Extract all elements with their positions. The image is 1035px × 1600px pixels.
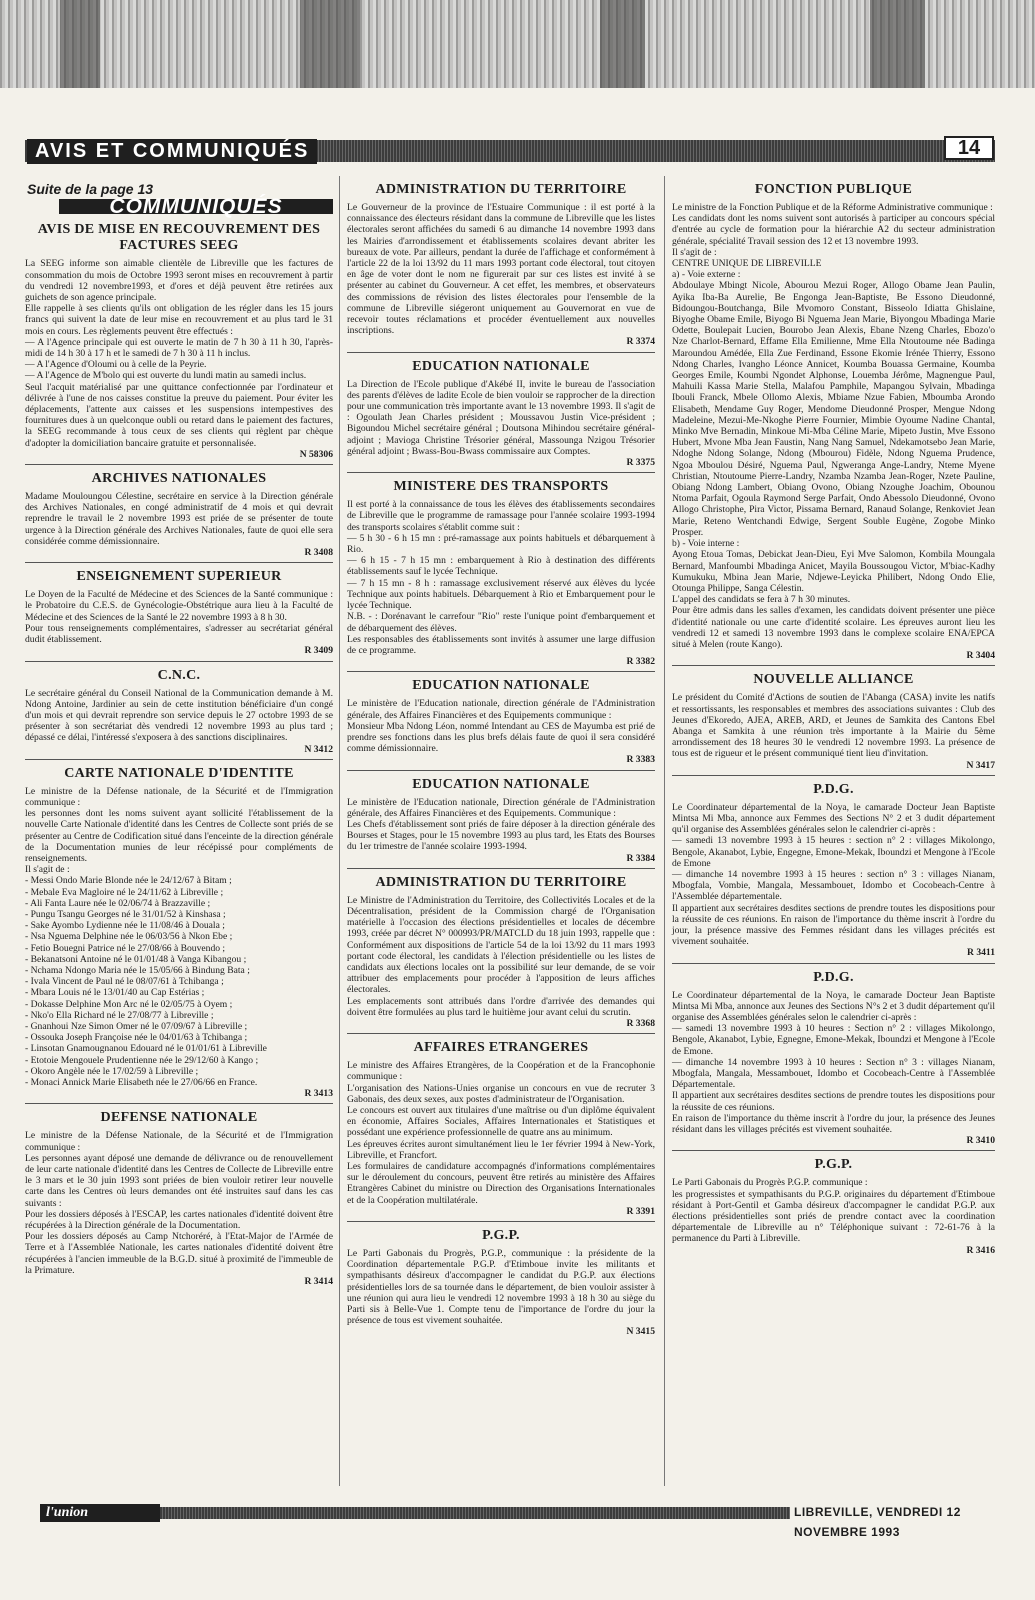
column-divider — [339, 176, 340, 1486]
reference-number: N 3417 — [966, 759, 995, 771]
reference-number: N 3415 — [626, 1326, 655, 1338]
article-title: CARTE NATIONALE D'IDENTITE — [64, 765, 294, 781]
article-title: DEFENSE NATIONALE — [100, 1110, 258, 1126]
article-divider — [672, 775, 995, 776]
list-item: - Mbara Louis né le 13/01/40 au Cap Estérias ; — [25, 987, 205, 999]
article-divider — [25, 759, 333, 760]
paragraph: Le Coordinateur départemental de la Noya, le camarade Docteur Jean Baptiste Mintsa Mi Mba, annonce aux Femmes des Sections N° 2 et 3 dudit département qu'il organise des Assemblées générales selon le calendrier ci-après : — [672, 801, 995, 836]
article-divider — [25, 661, 333, 662]
column-divider — [664, 176, 665, 1486]
article-title: ADMINISTRATION DU TERRITOIRE — [375, 182, 627, 197]
article-title: C.N.C. — [157, 667, 201, 683]
paragraph: Les formulaires de candidature accompagnés d'informations complémentaires sur le déroulement du concours, peuvent être retirés au ministère des Affaires Etrangères Cabinet du ministre ou Direction des Organisations Internationales et de la Coopération multilatérale. — [347, 1161, 655, 1206]
reference-number: R 3413 — [304, 1088, 333, 1100]
article-title: EDUCATION NATIONALE — [412, 776, 590, 792]
reference-number: R 3411 — [967, 947, 995, 959]
article-archives — [25, 471, 333, 558]
paragraph: Le Gouverneur de la province de l'Estuaire Communique : il est porté à la connaissance des électeurs résidant dans la commune de Libreville que les listes électorales seront affichées du samedi 6 au dimanche 14 novembre 1993 dans les Mairies d'arrondissement et établissements scolaires devant abriter les bureaux de vote. Par ailleurs, pendant la durée de l'affichage et conformément à l'article 22 de la loi 13/92 du 11 mars 1993 portant code électoral, tout citoyen en âge de voter dont le nom ne figurerait par sur ces listes est invité à se présenter au cabinet du Gouverneur. A cet effet, les membres, et observateurs des commissions de révision des listes électorales pour l'ensemble de la commune de Libreville siégeront uniquement au Gouvernorat en vue de recevoir toutes réclamations et procéder éventuellement aux nouvelles inscriptions. — [347, 202, 655, 337]
article-divider — [672, 1150, 995, 1151]
article-divider — [347, 868, 655, 869]
paragraph: Les Chefs d'établissement sont priés de faire déposer à la direction générale des Bourses et Stages, pour le 15 novembre 1993 au plus tard, les Etats des Bourses du 1er trimestre de l'année scolaire 1993-1994. — [347, 818, 655, 853]
paragraph: Le ministre de la Défense Nationale, de la Sécurité et de l'Immigration communique : — [25, 1130, 333, 1153]
article-title: AFFAIRES ETRANGERES — [413, 1040, 589, 1056]
article-title: P.D.G. — [813, 781, 854, 797]
paragraph: Pour être admis dans les salles d'examen, les candidats doivent présenter une pièce d'identité nationale ou une carte d'identité scolaire. Les épreuves auront lieu les vendredi 12 et samedi 13 novembre 1993 dans le complexe scolaire ENA/EPCA situé à Melen (route Kango). — [672, 605, 995, 650]
paragraph: — dimanche 14 novembre 1993 à 15 heures : section n° 3 : villages Nianam, Mbogfala, Vombie, Mangala, Messambouet, Idombo et Cocobeach-Centre à l'Assemblée départementale. — [672, 868, 995, 903]
column-1 — [25, 176, 333, 1290]
reference-number: N 58306 — [299, 448, 333, 460]
page-number: 14 — [944, 136, 994, 160]
paragraph: Le concours est ouvert aux titulaires d'une maîtrise ou d'un diplôme équivalent en économie, Affaires Sociales, Affaires Internationales et Statistiques et possédant une expérience professionnelle de quatre ans au minimum. — [347, 1105, 655, 1139]
article-affaires-etrangeres — [347, 1040, 655, 1217]
reference-number: R 3383 — [626, 754, 655, 766]
paragraph: La Direction de l'Ecole publique d'Akébé II, invite le bureau de l'association des parents d'élèves de ladite Ecole de bien vouloir se rapprocher de la direction pour une communication très importante avant le 13 novembre 1993. Il s'agit de : Ogoulath Jean Charles président ; Moussavou Justin Vice-président ; Bigoundou Michel secrétaire général ; Doutsona Mihindou secrétaire général-adjoint ; Mavioga Christine Trésorier général, Massounga Nzigou Trésorier général adjoint ; Bwass-Bou-Bwass commissaire aux Comptes. — [347, 378, 655, 457]
list-item: - Ossouka Joseph Françoise née le 04/01/63 à Tchibanga ; — [25, 1032, 248, 1044]
paragraph: Le Coordinateur départemental de la Noya, le camarade Docteur Jean Baptiste Mintsa Mi Mba, annonce aux Jeunes des Sections N°s 2 et 3 dudit département qu'il organise des Assemblées générales selon le calendrier ci-après : — [672, 989, 995, 1023]
paragraph: Les candidats dont les noms suivent sont autorisés à participer au concours spécial d'entrée au cycle de formation pour la hiérarchie A2 du secteur administration générale, spécialité Travail session des 12 et 13 novembre 1993. — [672, 213, 995, 247]
article-title: NOUVELLE ALLIANCE — [753, 672, 914, 688]
article-title: ADMINISTRATION DU TERRITOIRE — [375, 874, 627, 890]
paragraph: b) - Voie interne : — [672, 538, 740, 550]
article-divider — [347, 352, 655, 353]
article-divider — [672, 665, 995, 666]
paragraph: CENTRE UNIQUE DE LIBREVILLE — [672, 258, 822, 270]
article-pdg-femmes — [672, 782, 995, 959]
list-item: - Okoro Angèle née le 17/02/59 à Libreville ; — [25, 1065, 199, 1077]
reference-number: R 3384 — [626, 852, 655, 864]
paragraph: La SEEG informe son aimable clientèle de Libreville que les factures de consommation du mois de Octobre 1993 seront mises en recouvrement à partir du vendredi 12 novembre1993, et d'ores et déjà peuvent être retirées aux guichets de son agence principale. — [25, 258, 333, 304]
article-education-nationale — [347, 678, 655, 765]
article-defense-nationale — [25, 1110, 333, 1287]
paragraph: Ayong Etoua Tomas, Debickat Jean-Dieu, Eyi Mve Salomon, Kombila Moungala Bernard, Manfoumbi Mbadinga Anicet, Mayila Boussougou Victor, M'biac-Kadhy Kumukuku, Mbina Jean Marie, Ndjewe-Leyicka Philibert, Ndong Ondo Elie, Otounga Philippe, Sanga Célestin. — [672, 549, 995, 594]
paragraph: les personnes dont les noms suivent ayant sollicité l'établissement de la nouvelle Carte Nationale d'identité dans les Centres de Collecte sont priés de se présenter au Centre de Codification situé dans l'enceinte de la direction générale de la Documentation munies de leur récépissé pour compléments de renseignements. — [25, 808, 333, 864]
article-title: ENSEIGNEMENT SUPERIEUR — [76, 569, 282, 585]
paragraph: — 7 h 15 mn - 8 h : ramassage exclusivement réservé aux élèves du lycée Technique aux points habituels. Débarquement à Rio et Embarquement pour le lycée Technique. — [347, 577, 655, 612]
article-nouvelle-alliance — [672, 672, 995, 770]
paragraph: — A l'Agence de M'bolo qui est ouverte du lundi matin au samedi inclus. — [25, 370, 307, 382]
article-divider — [347, 472, 655, 473]
newspaper-logo: l'union — [40, 1504, 160, 1522]
article-title: EDUCATION NATIONALE — [412, 678, 590, 694]
article-carte-identite — [25, 766, 333, 1100]
paragraph: Le ministre de la Défense nationale, de la Sécurité et de l'Immigration communique : — [25, 785, 333, 808]
reference-number: N 3412 — [304, 743, 333, 755]
paragraph: L'appel des candidats se fera à 7 h 30 minutes. — [672, 594, 851, 606]
paragraph: En raison de l'importance du thème inscrit à l'ordre du jour, la présence des Jeunes résidant dans les villages précités est vivement souhaitée. — [672, 1112, 995, 1136]
article-education-nationale — [347, 359, 655, 469]
paragraph: Le secrétaire général du Conseil National de la Communication demande à M. Ndong Antoine, Jardinier au sein de cette institution bénéficiaire d'un congé d'un mois et qui devrait reprendre son service depuis le 27 octobre 1993 de se présenter à son secrétariat dès vendredi 12 novembre 1993 au plus tard ; dépassé ce délai, l'intéressé s'exposera à des sanctions disciplinaires. — [25, 687, 333, 744]
reference-number: R 3382 — [626, 656, 655, 668]
article-divider — [347, 671, 655, 672]
paragraph: — 6 h 15 - 7 h 15 mn : embarquement à Rio à destination des différents établissements sauf le lycée Technique. — [347, 555, 655, 578]
article-seeg — [25, 222, 333, 460]
paragraph: Pour tous renseignements complémentaires, s'adresser au secrétariat général dudit établissement. — [25, 622, 333, 646]
paragraph: Madame Mouloungou Célestine, secrétaire en service à la Direction générale des Archives Nationales, en congé administratif de 4 mois et qui devrait reprendre le travail le 2 novembre 1993 est priée de se présenter de toute urgence à la Direction générale des Archives Nationales, faute de quoi elle sera considérée comme démissionnaire. — [25, 491, 333, 547]
paragraph: N.B. - : Dorénavant le carrefour "Rio" reste l'unique point d'embarquement et de débarquement des élèves. — [347, 611, 655, 634]
paragraph: Monsieur Mba Ndong Léon, nommé Intendant au CES de Mayumba est prié de prendre ses fonctions dans les plus brefs délais faute de quoi il sera considéré comme démissionnaire. — [347, 720, 655, 755]
paragraph: Pour les dossiers déposés au Camp Ntchoréré, à l'Etat-Major de l'Armée de Terre et à l'Assemblée Nationale, les cartes nationales d'identité doivent être récupérées à l'ancien immeuble de la B.G.D. situé à proximité de l'immeuble de la Primature. — [25, 1231, 333, 1276]
article-administration-territoire — [347, 182, 655, 348]
list-item: - Nko'o Ella Richard né le 27/08/77 à Libreville ; — [25, 1009, 214, 1021]
list-item: - Linsotan Gnamougnanou Edouard né le 01/01/61 à Libreville — [25, 1043, 267, 1055]
dateline: LIBREVILLE, VENDREDI 12 NOVEMBRE 1993 — [790, 1502, 1035, 1522]
continued-label: Suite de la page 13 — [27, 181, 154, 197]
paragraph: Le Parti Gabonais du Progrès P.G.P. communique : — [672, 1177, 868, 1189]
list-item: - Dokasse Delphine Mon Arc né le 02/05/75 à Oyem ; — [25, 998, 233, 1010]
article-title: FONCTION PUBLIQUE — [754, 182, 913, 197]
list-item: - Etotoie Mengouele Prudentienne née le 29/12/60 à Kango ; — [25, 1054, 259, 1066]
list-item: - Ivala Vincent de Paul né le 08/07/61 à Tchibanga ; — [25, 976, 224, 988]
paragraph: Le ministre des Affaires Etrangères, de la Coopération et de la Francophonie communique : — [347, 1060, 655, 1083]
article-education-nationale — [347, 777, 655, 864]
reference-number: R 3374 — [626, 336, 655, 348]
reference-number: R 3368 — [626, 1017, 655, 1029]
article-divider — [347, 1033, 655, 1034]
section-title: AVIS ET COMMUNIQUÉS — [27, 139, 317, 164]
article-pdg-jeunes — [672, 970, 995, 1147]
list-item: - Sake Ayombo Lydienne née le 11/08/46 à Douala ; — [25, 920, 225, 932]
paragraph: Les emplacements sont attribués dans l'ordre d'arrivée des demandes qui doivent être formulées au plus tard le huitième jour avant celui du scrutin. — [347, 995, 655, 1018]
reference-number: R 3408 — [304, 547, 333, 559]
paragraph: — A l'Agence d'Oloumi ou à celle de la Peyrie. — [25, 359, 207, 371]
scan-top-margin — [0, 0, 1035, 92]
paragraph: Le ministère de l'Education nationale, Direction générale de l'Administration générale, des Affaires Financières et des Equipements. Communique : — [347, 796, 655, 819]
article-divider — [672, 963, 995, 964]
article-divider — [347, 770, 655, 771]
list-item: - Bekanatsoni Antoine né le 01/01/48 à Vanga Kibangou ; — [25, 953, 247, 965]
reference-number: R 3414 — [304, 1276, 333, 1288]
paragraph: Il s'agit de : — [672, 246, 717, 258]
list-item: - Ali Fanta Laure née le 02/06/74 à Brazzaville ; — [25, 897, 211, 909]
list-item: - Gnanhoui Nze Simon Omer né le 07/09/67 à Libreville ; — [25, 1020, 248, 1032]
article-divider — [25, 562, 333, 563]
paragraph: Les personnes ayant déposé une demande de délivrance ou de renouvellement de leur carte nationale d'identité dans les Centres de Collecte de Libreville entre le 3 mars et le 30 juin 1993 sont priées de bien vouloir retirer leur nouvelle carte dans les Centres où leurs demandes ont été instruites sauf dans les cas suivants : — [25, 1152, 333, 1209]
column-2 — [347, 176, 655, 1341]
article-pgp — [347, 1228, 655, 1338]
paragraph: a) - Voie externe : — [672, 269, 741, 281]
name-list — [25, 875, 333, 1088]
reference-number: R 3391 — [626, 1205, 655, 1217]
paragraph: Il est porté à la connaissance de tous les élèves des établissements secondaires de Libreville que le programme de ramassage pour l'année scolaire 1993-1994 des transports scolaires s'établit comme suit : — [347, 499, 655, 533]
article-divider — [25, 1103, 333, 1104]
article-cnc — [25, 668, 333, 755]
communiques-banner: COMMUNIQUÉS — [59, 199, 333, 214]
paragraph: Elle rappelle à ses clients qu'ils ont obligation de les régler dans les 15 jours francs qui suivent la date de leur mise en recouvrement et au plus tard le 31 mois en cours. Les règlements peuvent être effectués : — [25, 303, 333, 337]
paragraph: — A l'Agence principale qui est ouverte le matin de 7 h 30 à 11 h 30, l'après-midi de 14 h 30 à 17 h et le samedi de 7 h 30 à 11 h inclus. — [25, 336, 333, 360]
paragraph: Abdoulaye Mbingt Nicole, Abourou Mezui Roger, Allogo Obame Jean Paulin, Ayika Iba-Ba Aurelie, Be Engonga Jean-Baptiste, Be Essono Dieudonné, Bidoungou-Boutchanga, Bile Mvomoro Constant, Bisseolo Idiatta Ghislaine, Biyoghe Obame Emile, Biyogo Bi Nguema Jean Marie, Biyongou Mbadinga Marie Odette, Boulepait Lucien, Bourobo Jean Alexis, Ebane Nzeng Charles, Ebozo'o Nze Charlot-Bernard, Effame Ella Emilienne, Mme Ella Ntoutoume née Badinga Maroundou Amédée, Ella Zue Ferdinand, Essone Ekomie Irénée Thierry, Essono Ndong Charles, Ivangho Léonce Annicet, Koumba Bouassa Germaine, Koumba Georges Emile, Koumbi Ngondet Alphonse, Louemba Jérôme, Magnengue Paul, Mahuili Kassa Marie Stella, Malafou Pamphile, Mapangou Sylvain, Mbadinga Ibouli Franck, Mbele Ollomo Alexis, Mbiame Nzue Fabien, Mboumba Arondo Elisabeth, Mendame Guy Roger, Mendome Dieudonné Prosper, Mengue Ndong Madeleine, Mezui-Me-Nkoghe Pierre Fournier, Mimbie Oyoume Nadine Chantal, Minko Mve Bernadin, Minkoue Mi-Mba Céline Marie, Mipeto Justin, Mve Essono Hubert, Mvone Mba Jean Faustin, Nang Nang Samuel, Ndekamotsebo Jean Marie, Ndoghe Ndong Solange, Ndong (Mbourou) Fidèle, Ndong Nguema Prudence, Ngoa Mboulou Désiré, Nguema Paul, Ngweranga Ange-Landry, Nteme Myene Christian, Ntoutoume Pierre-Landry, Nzamba Nzamba Jean-Roger, Nzete Pauline, Obiang Ndong Lambert, Obiang Ovono, Obiang Nzoughe Joachim, Obounou Ntoma Parfait, Ogoula Raymond Serge Parfait, Ondo Abessolo Dieudonné, Ovono Allogo Christophe, Pira Victor, Pissama Bernard, Ranaud Solange, Renkoviet Jean Marie, Reteno Wentchandi Edwige, Sergent Souble Eugène, Zogobe Minko Prosper. — [672, 280, 995, 538]
reference-number: R 3416 — [966, 1244, 995, 1256]
paragraph: Le Parti Gabonais du Progrès, P.G.P., communique : la présidente de la Coordination départementale P.G.P. d'Etimboue invite les militants et sympathisants désireux d'accompagner le candidat du P.G.P. aux élections présidentielles lors de sa tournée dans le département, de bien vouloir assister à une réunion qui aura lieu le vendredi 12 novembre 1993 à 18 h 30 au siège du Parti sis à Belle-Vue 1. Compte tenu de l'importance de l'ordre du jour la présence de tous est vivement souhaitée. — [347, 1248, 655, 1327]
paragraph: Pour les dossiers déposés à l'ESCAP, les cartes nationales d'identité doivent être récupérées à la Direction générale de la Documentation. — [25, 1208, 333, 1232]
reference-number: R 3410 — [966, 1135, 995, 1147]
article-title: MINISTERE DES TRANSPORTS — [393, 479, 609, 495]
article-title: AVIS DE MISE EN RECOUVREMENT DES FACTURES SEEG — [37, 222, 321, 254]
paragraph: — samedi 13 novembre 1993 à 10 heures : Section n° 2 : villages Mikolongo, Bengole, Akanabot, Lybie, Egnegne, Emone-Mekak, Iboundzi et Mengone à l'Ecole de Emone. — [672, 1023, 995, 1057]
article-title: P.G.P. — [814, 1157, 853, 1173]
paragraph: Il s'agit de : — [25, 864, 70, 876]
article-administration-territoire — [347, 875, 655, 1029]
article-title: P.D.G. — [813, 969, 854, 985]
column-3 — [672, 176, 995, 1259]
list-item: - Messi Ondo Marie Blonde née le 24/12/67 à Bitam ; — [25, 875, 232, 887]
paragraph: Seul l'acquit matérialisé par une quittance confectionnée par l'ordinateur et délivrée à l'une de nos caisses constitue la preuve du paiement. Pour éviter les déplacements, l'attente aux caisses et les suspensions intempestives des fournitures dues à un quelconque oubli ou retard dans le paiement des factures, la SEEG recommande à tous ceux de ses clients qui règlent par chèque d'adopter la domiciliation bancaire gratuite et personnalisée. — [25, 381, 333, 449]
list-item: - Pungu Tsangu Georges né le 31/01/52 à Kinshasa ; — [25, 908, 226, 920]
paragraph: Le Ministre de l'Administration du Territoire, des Collectivités Locales et de la Décentralisation, président de la Commission chargé de l'Organisation matérielle à l'occasion des élections présidentielles et locales de décembre 1993, créée par décret N° 000993/PR/MATCLD du 18 juin 1993, rappelle que : Conformément aux dispositions de l'article 54 de la loi 13/92 du 11 mars 1993 portant code électoral, les candidats à l'élection présidentielle ou les listes de candidats aux élections locales ont la possibilité sur leur demande, de se voir attribuer des emplacements pour procéder à l'apposition de leurs affiches électorales. — [347, 894, 655, 996]
paragraph: les progressistes et sympathisants du P.G.P. originaires du département d'Etimboue résidant à Port-Gentil et Gamba désireux d'accompagner le candidat P.G.P. aux élections présidentielles sont priés de prendre contact avec la coordination départementale de Libreville au n° Téléphonique suivant : 72-61-76 à la permanence du Parti à Libreville. — [672, 1188, 995, 1245]
list-item: - Monaci Annick Marie Elisabeth née le 27/06/66 en France. — [25, 1077, 258, 1088]
paragraph: Les responsables des établissements sont invités à assumer une large diffusion de ce programme. — [347, 633, 655, 656]
article-divider — [25, 464, 333, 465]
article-title: ARCHIVES NATIONALES — [91, 471, 267, 487]
paragraph: Le président du Comité d'Actions de soutien de l'Abanga (CASA) invite les natifs et ressortissants, les responsables et membres des associations suivantes : Club des Jeunes d'Ekoredo, AJEA, AREB, ARD, et Jeunes de Samkita des Cantons Ebel Abanga et Samkita à une réunion très importante à la Mairie du 5ème arrondissement des 18 heures 30 le vendredi 12 novembre 1993. La présence de tous est de rigueur et le présent communiqué tient lieu d'invitation. — [672, 692, 995, 760]
paragraph: Les épreuves écrites auront simultanément lieu le 1er février 1994 à New-York, Libreville, et Francfort. — [347, 1138, 655, 1161]
article-divider — [347, 1221, 655, 1222]
reference-number: R 3409 — [304, 645, 333, 657]
list-item: - Nsa Nguema Delphine née le 06/03/56 à Nkon Ebe ; — [25, 931, 233, 943]
paragraph: — samedi 13 novembre 1993 à 15 heures : section n° 2 : villages Mikolongo, Bengole, Akanabot, Lybie, Engegne, Emone-Mekak, Iboundzi et Mengone à l'Ecole de Emone — [672, 835, 995, 869]
paragraph: Il appartient aux secrétaires desdites sections de prendre toutes les dispositions pour la réussite de ces réunions. — [672, 1090, 995, 1113]
paragraph: L'organisation des Nations-Unies organise un concours en vue de recruter 3 Gabonais, des deux sexes, aux postes d'administrateur de l'Organisation. — [347, 1082, 655, 1105]
article-title: EDUCATION NATIONALE — [412, 358, 590, 374]
list-item: - Nchama Ndongo Maria née le 15/05/66 à Bindung Bata ; — [25, 964, 250, 976]
article-enseignement-superieur — [25, 569, 333, 656]
paragraph: — 5 h 30 - 6 h 15 mn : pré-ramassage aux points habituels et débarquement à Rio. — [347, 532, 655, 556]
paragraph: Il appartient aux secrétaires desdites sections de prendre toutes les dispositions pour la réussite de ces réunions. En raison de l'importance du thème inscrit à l'ordre du jour, la présence massive des Femmes résidant dans les villages précités est vivement souhaitée. — [672, 902, 995, 948]
article-transports — [347, 479, 655, 667]
article-fonction-publique — [672, 182, 995, 661]
paragraph: Le ministère de l'Education nationale, direction générale de l'Administration générale, des Affaires Financières et des Equipements communique : — [347, 698, 655, 721]
article-title: P.G.P. — [482, 1228, 520, 1244]
paragraph: — dimanche 14 novembre 1993 à 10 heures : Section n° 3 : villages Nianam, Mbogfala, Mangala, Messambouet, Idombo et Cocobeach-Centre à l'Assemblée Départementale. — [672, 1056, 995, 1091]
list-item: - Mebale Eva Magloire né le 24/11/62 à Libreville ; — [25, 886, 224, 898]
reference-number: R 3404 — [966, 650, 995, 662]
paragraph: Le Doyen de la Faculté de Médecine et des Sciences de la Santé communique : le Probatoire du C.E.S. de Gynécologie-Obstétrique aura lieu à la Faculté de Médecine et des Sciences de la Santé le 22 novembre 1993 à 8 h 30. — [25, 589, 333, 623]
article-pgp — [672, 1157, 995, 1255]
list-item: - Fetio Bouegni Patrice né le 27/08/66 à Bouvendo ; — [25, 942, 226, 954]
reference-number: R 3375 — [626, 457, 655, 469]
paragraph: Le ministre de la Fonction Publique et de la Réforme Administrative communique : — [672, 202, 993, 213]
